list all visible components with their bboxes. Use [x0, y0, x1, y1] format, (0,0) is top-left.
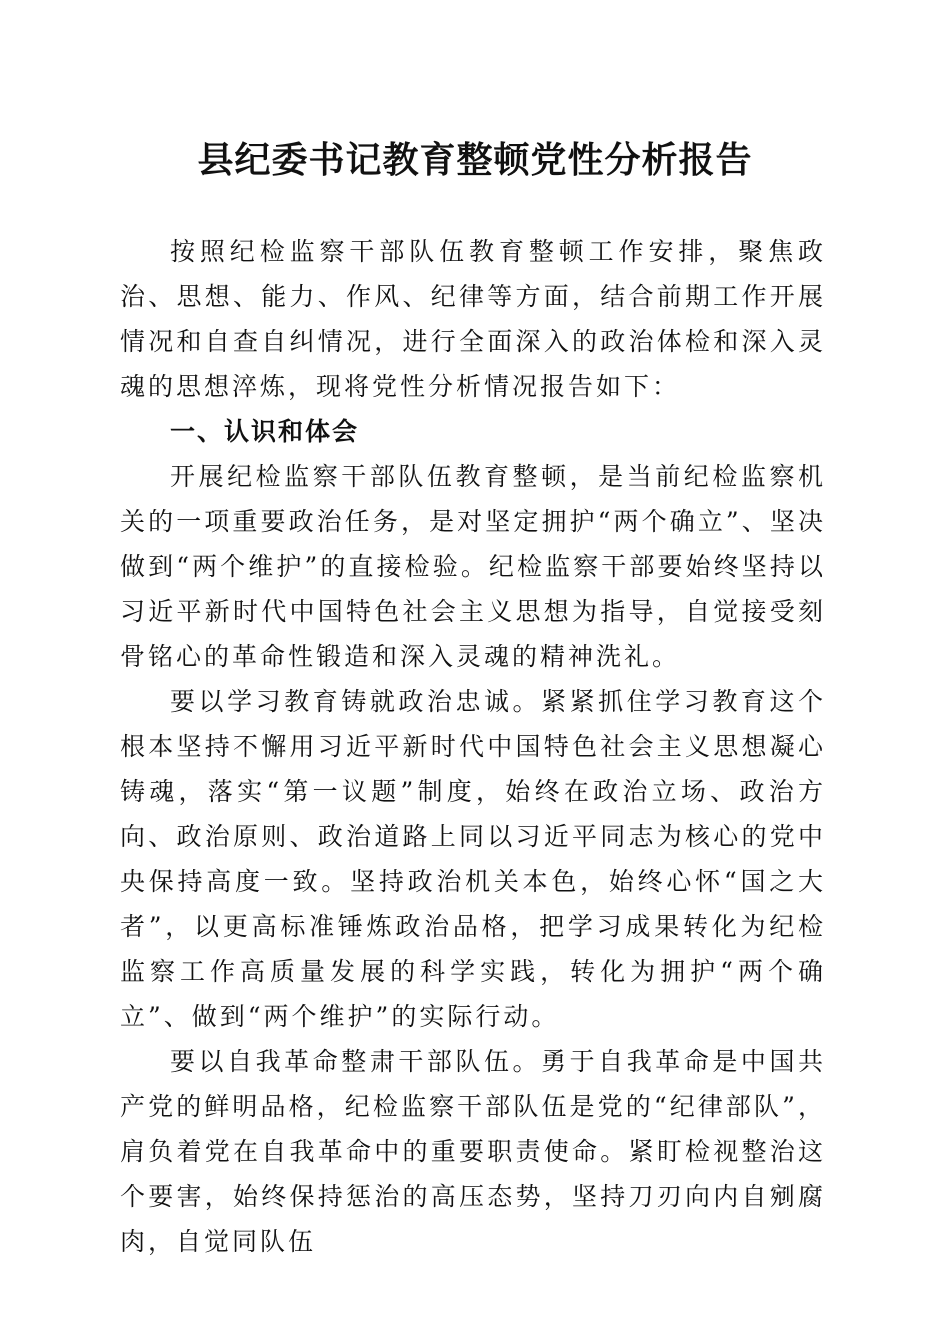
section-heading: 一、认识和体会 — [170, 417, 360, 446]
document-title: 县纪委书记教育整顿党性分析报告 — [197, 139, 753, 181]
body-paragraph: 要以自我革命整肃干部队伍。勇于自我革命是中国共产党的鲜明品格，纪检监察干部队伍是党的“纪律部队”，肩负着党在自我革命中的重要职责使命。紧盯检视整治这个要害，始终保持惩治的高压态势，坚持刀刃向内自剜腐肉，自觉同队伍 — [120, 1047, 826, 1256]
document-body — [120, 229, 826, 1264]
intro-paragraph: 按照纪检监察干部队伍教育整顿工作安排，聚焦政治、思想、能力、作风、纪律等方面，结合前期工作开展情况和自查自纠情况，进行全面深入的政治体检和深入灵魂的思想淬炼，现将党性分析情况报告如下： — [120, 237, 826, 401]
body-paragraph: 开展纪检监察干部队伍教育整顿，是当前纪检监察机关的一项重要政治任务，是对坚定拥护“两个确立”、坚决做到“两个维护”的直接检验。纪检监察干部要始终坚持以习近平新时代中国特色社会主义思想为指导，自觉接受刻骨铭心的革命性锻造和深入灵魂的精神洗礼。 — [120, 462, 826, 671]
body-paragraph: 要以学习教育铸就政治忠诚。紧紧抓住学习教育这个根本坚持不懈用习近平新时代中国特色社会主义思想凝心铸魂，落实“第一议题”制度，始终在政治立场、政治方向、政治原则、政治道路上同以习近平同志为核心的党中央保持高度一致。坚持政治机关本色，始终心怀“国之大者”，以更高标准锤炼政治品格，把学习成果转化为纪检监察工作高质量发展的科学实践，转化为拥护“两个确立”、做到“两个维护”的实际行动。 — [120, 687, 826, 1031]
